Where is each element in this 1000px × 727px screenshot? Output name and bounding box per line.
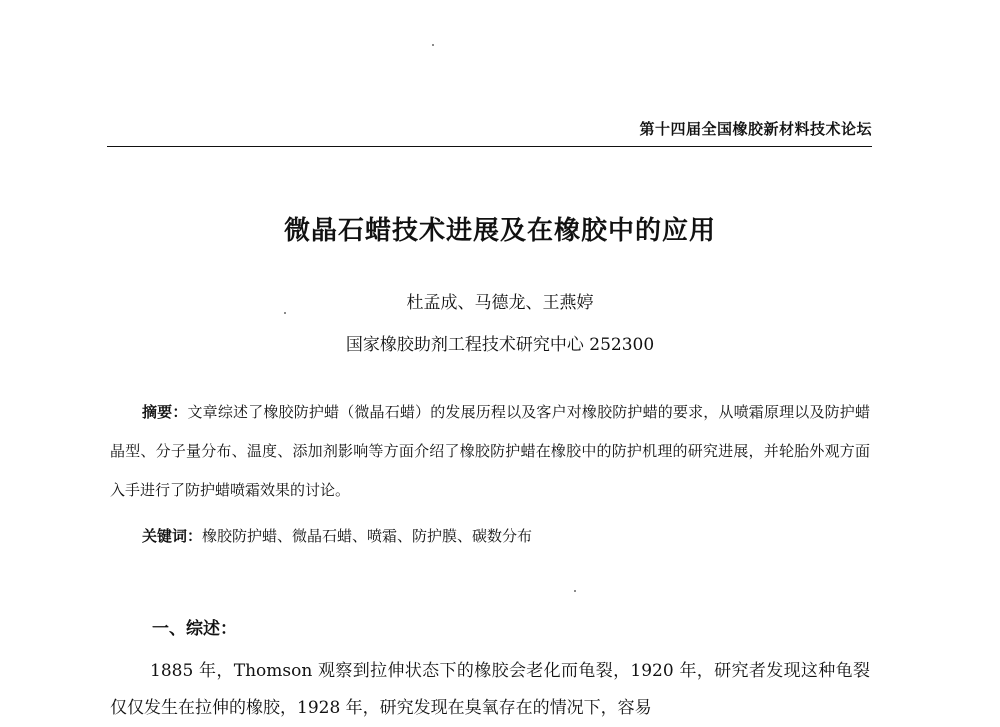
section-body-text: 1885 年，Thomson 观察到拉伸状态下的橡胶会老化而龟裂，1920 年，研究者发现这种龟裂仅仅发生在拉伸的橡胶，1928 年，研究发现在臭氧存在的情况下，容易 [110,661,870,718]
abstract-label: 摘要： [142,403,188,421]
header-rule [107,146,872,147]
conference-header: 第十四届全国橡胶新材料技术论坛 [639,120,872,138]
keywords [142,525,532,546]
authors: 杜孟成、马德龙、王燕婷 [406,293,594,313]
abstract [110,393,870,510]
section-heading: 一、综述： [152,619,237,639]
scan-speck [284,312,286,314]
paper-title: 微晶石蜡技术进展及在橡胶中的应用 [283,216,716,246]
abstract-text: 文章综述了橡胶防护蜡（微晶石蜡）的发展历程以及客户对橡胶防护蜡的要求，从喷霜原理以及防护蜡晶型、分子量分布、温度、添加剂影响等方面介绍了橡胶防护蜡在橡胶中的防护机理的研究进展，并轮胎外观方面入手进行了防护蜡喷霜效果的讨论。 [110,403,870,499]
scan-speck [432,44,434,46]
keywords-text: 橡胶防护蜡、微晶石蜡、喷霜、防护膜、碳数分布 [202,527,533,545]
keywords-label: 关键词： [142,527,203,545]
affiliation: 国家橡胶助剂工程技术研究中心 252300 [345,335,655,355]
scan-speck [574,590,576,592]
